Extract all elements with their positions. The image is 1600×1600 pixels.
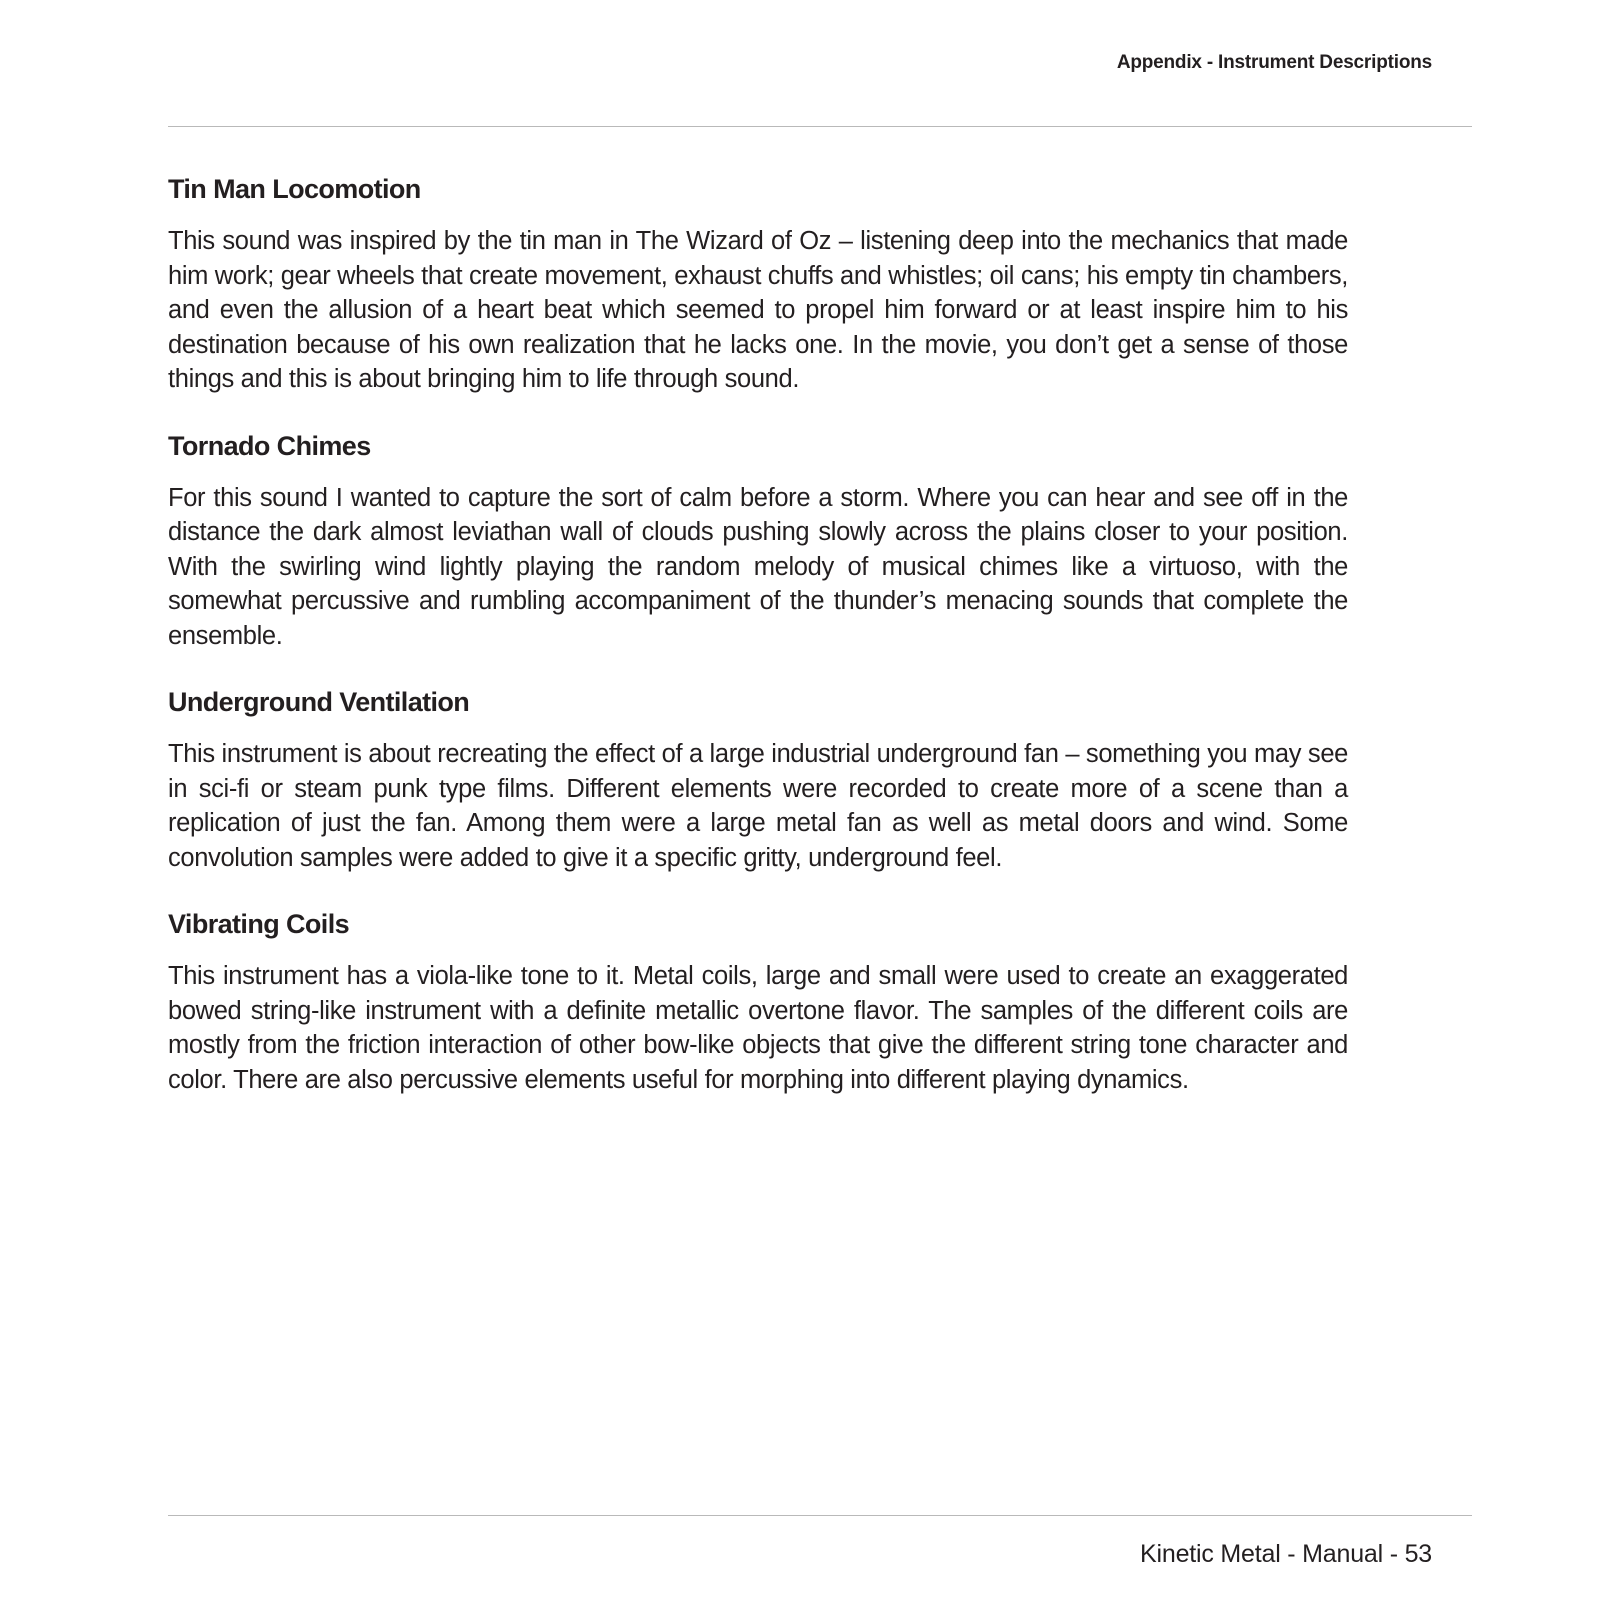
section-vibrating-coils: [168, 907, 1348, 1097]
section-heading: Tin Man Locomotion: [168, 174, 421, 204]
section-heading: Underground Ventilation: [168, 687, 470, 717]
page-footer: Kinetic Metal - Manual - 53: [1140, 1540, 1432, 1568]
section-paragraph: This instrument is about recreating the effect of a large industrial underground fan – something you may see in sci-fi or steam punk type films. Different elements were recorded to create more of a scene than a replication of just the fan. Among them were a large metal fan as well as metal doors and wind. Some convolution samples were added to give it a specific gritty, underground feel.: [168, 740, 1348, 872]
section-paragraph: For this sound I wanted to capture the sort of calm before a storm. Where you can hear and see off in the distance the dark almost leviathan wall of clouds pushing slowly across the plains closer to your position. With the swirling wind lightly playing the random melody of musical chimes like a virtuoso, with the somewhat percussive and rumbling accompaniment of the thunder’s menacing sounds that complete the ensemble.: [168, 483, 1348, 650]
section-paragraph: This sound was inspired by the tin man in The Wizard of Oz – listening deep into the mechanics that made him work; gear wheels that create movement, exhaust chuffs and whistles; oil cans; his empty tin chambers, and even the allusion of a heart beat which seemed to propel him forward or at least inspire him to his destination because of his own realization that he lacks one. In the movie, you don’t get a sense of those things and this is about bringing him to life through sound.: [168, 227, 1348, 393]
section-tornado-chimes: [168, 429, 1348, 654]
page-content: [168, 172, 1348, 1129]
section-underground-ventilation: [168, 685, 1348, 875]
section-heading: Vibrating Coils: [168, 909, 350, 939]
footer-divider: [168, 1515, 1472, 1516]
running-header: Appendix - Instrument Descriptions: [1116, 52, 1432, 73]
section-tin-man-locomotion: [168, 172, 1348, 397]
section-paragraph: This instrument has a viola-like tone to it. Metal coils, large and small were used to create an exaggerated bowed string-like instrument with a definite metallic overtone flavor. The samples of the different coils are mostly from the friction interaction of other bow-like objects that give the different string tone character and color. There are also percussive elements useful for morphing into different playing dynamics.: [168, 962, 1348, 1094]
section-heading: Tornado Chimes: [168, 430, 371, 461]
header-divider: [168, 126, 1472, 127]
